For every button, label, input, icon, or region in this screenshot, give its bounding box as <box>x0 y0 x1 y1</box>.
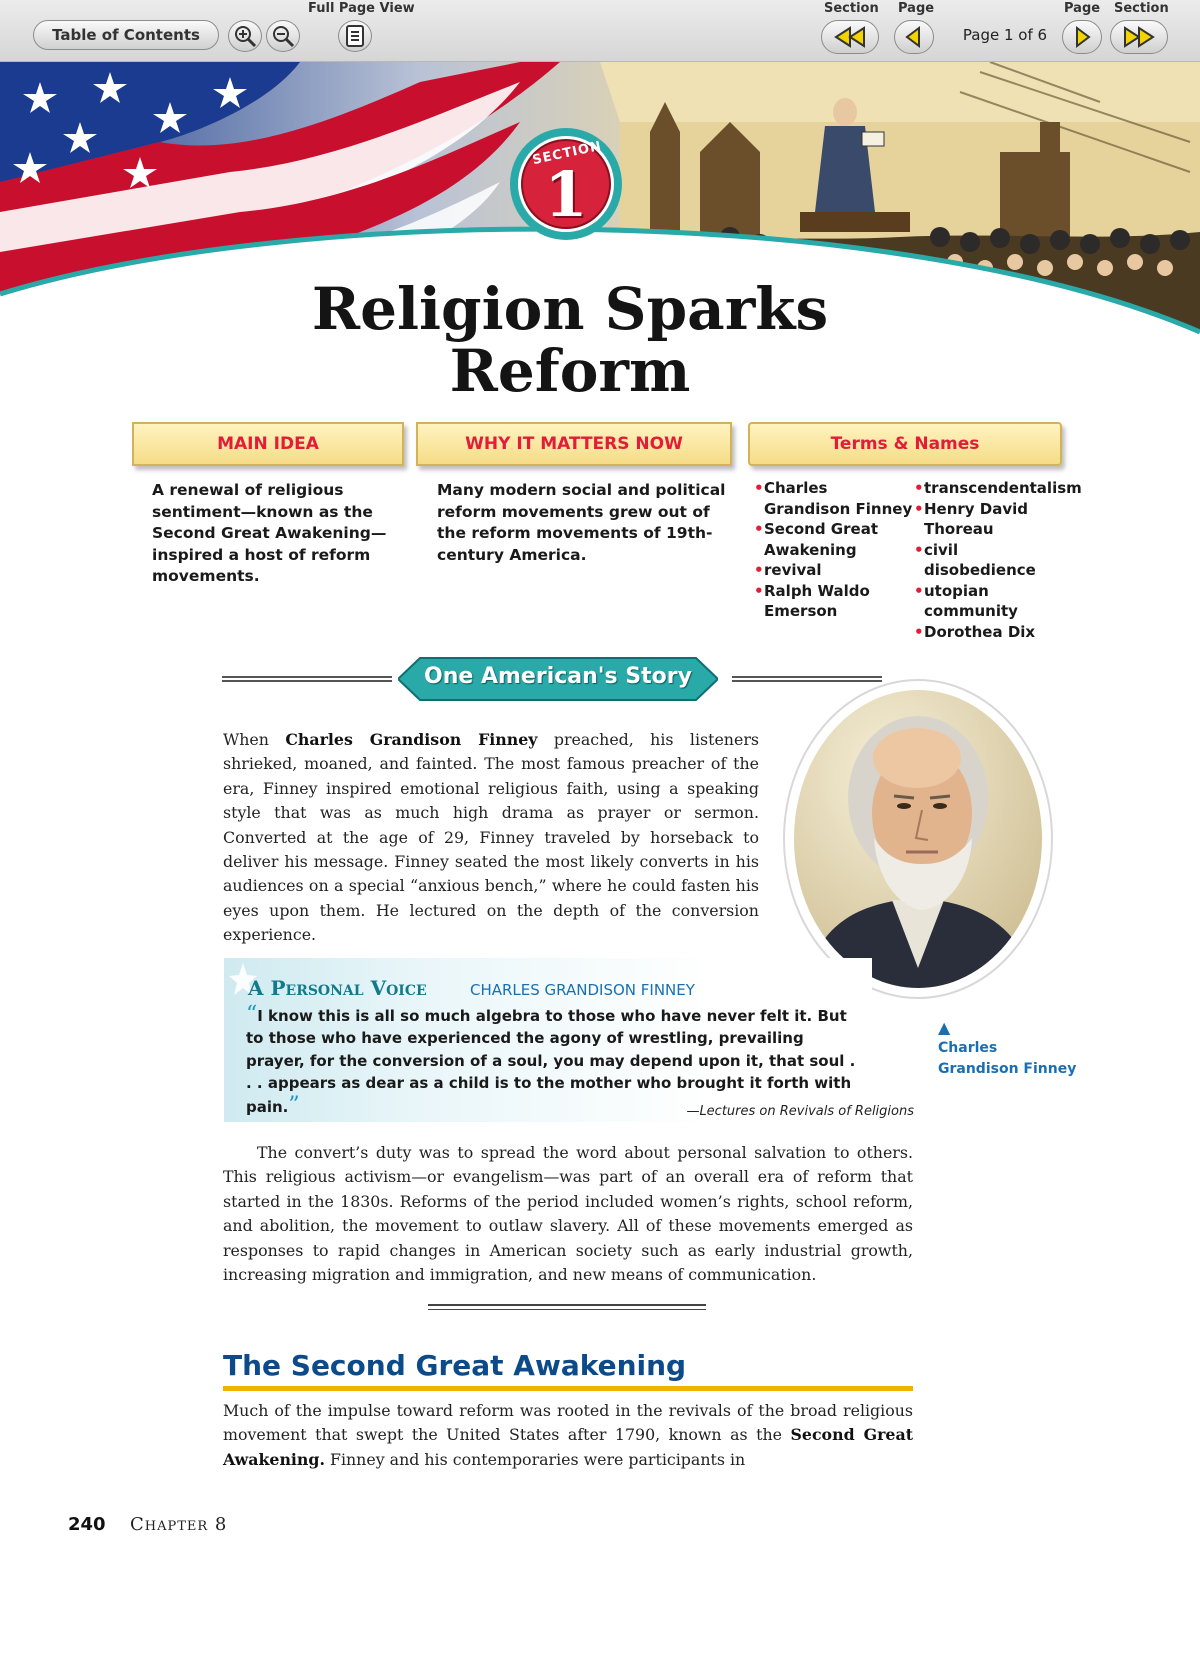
section-label-right: Section <box>1114 1 1169 16</box>
previous-section-button[interactable] <box>821 20 879 54</box>
main-idea-header: MAIN IDEA <box>132 422 404 466</box>
section-text-end: Finney and his contemporaries were participants in <box>330 1449 746 1469</box>
story-text-start: When <box>223 730 269 749</box>
term-item: • Second Great Awakening <box>754 519 914 560</box>
story-text-rest: preached, his listeners shrieked, moaned, and fainted. The most famous preacher of the era, Finney inspired emotional religious faith, using a speaking style that was as much high drama as prayer or sermon. Converted at the age of 29, Finney traveled by horseback to deliver his message. Finney seated the most likely converts in his audiences on a special “anxious bench,” where he could fasten his eyes upon them. He lectured on the depth of the conversion experience. <box>223 730 759 945</box>
table-of-contents-button[interactable]: Table of Contents <box>33 20 219 50</box>
next-section-button[interactable] <box>1110 20 1168 54</box>
main-idea-text: A renewal of religious sentiment—known as the Second Great Awakening—inspired a host of reform movements. <box>152 481 387 585</box>
portrait-caption: Charles Grandison Finney <box>938 1040 1077 1077</box>
reader-toolbar <box>0 0 1200 62</box>
terms-list-col-1 <box>754 478 914 622</box>
page-label-left: Page <box>898 1 935 16</box>
title-line-2: Reform <box>449 337 691 405</box>
double-chevron-left-icon <box>830 25 870 49</box>
why-it-matters-header: WHY IT MATTERS NOW <box>416 422 732 466</box>
section-text-start: Much of the impulse toward reform was rooted in the revivals of the broad religious movement that swept the United States after 1790, known as the <box>223 1401 913 1445</box>
terms-names-header: Terms & Names <box>748 422 1062 466</box>
term-item: • civil disobedience <box>914 540 1074 581</box>
previous-page-button[interactable] <box>894 20 934 54</box>
story-name-bold: Charles Grandison Finney <box>285 730 538 749</box>
terms-list-col-2 <box>914 478 1082 642</box>
full-page-view-button[interactable] <box>338 20 372 52</box>
personal-voice-speaker: CHARLES GRANDISON FINNEY <box>470 981 695 999</box>
zoom-in-icon <box>232 23 258 49</box>
section-number: 1 <box>544 158 588 231</box>
section-heading: The Second Great Awakening <box>223 1349 687 1382</box>
term-item: • revival <box>754 560 914 581</box>
personal-voice-quote <box>246 1004 866 1118</box>
section-divider <box>428 1304 706 1310</box>
page-label-right: Page <box>1064 1 1101 16</box>
next-page-button[interactable] <box>1062 20 1102 54</box>
caption-arrow-icon: ▲ <box>938 1018 951 1037</box>
section-term-bold: Second Great Awakening. <box>223 1425 913 1469</box>
term-item: • utopian community <box>914 581 1074 622</box>
term-item: • Dorothea Dix <box>914 622 1074 643</box>
double-chevron-right-icon <box>1119 25 1159 49</box>
chevron-left-icon <box>902 25 926 49</box>
finney-portrait <box>782 678 1054 1000</box>
section-paragraph <box>223 1399 913 1472</box>
page-indicator: Page 1 of 6 <box>962 26 1048 44</box>
personal-voice-heading: A Personal Voice <box>248 976 427 1000</box>
quote-source: —Lectures on Revivals of Religions <box>686 1104 914 1119</box>
zoom-in-button[interactable] <box>228 20 262 52</box>
story-rule-left <box>222 676 392 682</box>
close-quote-mark: ” <box>288 1092 300 1118</box>
term-item: • transcendentalism <box>914 478 1074 499</box>
page-title <box>270 275 870 405</box>
section-word: SECTION <box>531 138 604 169</box>
page-number: 240 <box>68 1514 106 1535</box>
story-paragraph <box>223 728 759 948</box>
quote-text: I know this is all so much algebra to those who have never felt it. But to those who have experienced the agony of wrestling, prevailing prayer, for the conversion of a soul, you may depend upon it, that soul . . . appears as dear as a child is to the mother who brought it forth with pain. <box>246 1007 856 1116</box>
term-item: • Ralph Waldo Emerson <box>754 581 914 622</box>
title-line-1: Religion Sparks <box>311 275 829 343</box>
chevron-right-icon <box>1070 25 1094 49</box>
zoom-out-button[interactable] <box>266 20 300 52</box>
zoom-out-icon <box>270 23 296 49</box>
page-view-icon <box>344 24 366 48</box>
term-item: • Charles Grandison Finney <box>754 478 914 519</box>
section-label-left: Section <box>824 1 879 16</box>
chapter-label: Chapter 8 <box>130 1514 228 1535</box>
why-it-matters-text: Many modern social and political reform movements grew out of the reform movements of 19th-century America. <box>437 481 726 564</box>
full-page-view-label: Full Page View <box>308 1 415 16</box>
section-heading-rule <box>223 1386 913 1391</box>
term-item: • Henry David Thoreau <box>914 499 1074 540</box>
body-paragraph: The convert’s duty was to spread the word about personal salvation to others. This religious activism—or evangelism—was part of an overall era of reform that started in the 1830s. Reforms of the period included women’s rights, school reform, and abolition, the movement to outlaw slavery. All of these movements emerged as responses to rapid changes in American society such as early industrial growth, increasing migration and immigration, and new means of communication. <box>223 1143 913 1285</box>
open-quote-mark: “ <box>246 1002 258 1027</box>
story-banner-label: One American's Story <box>424 664 692 689</box>
